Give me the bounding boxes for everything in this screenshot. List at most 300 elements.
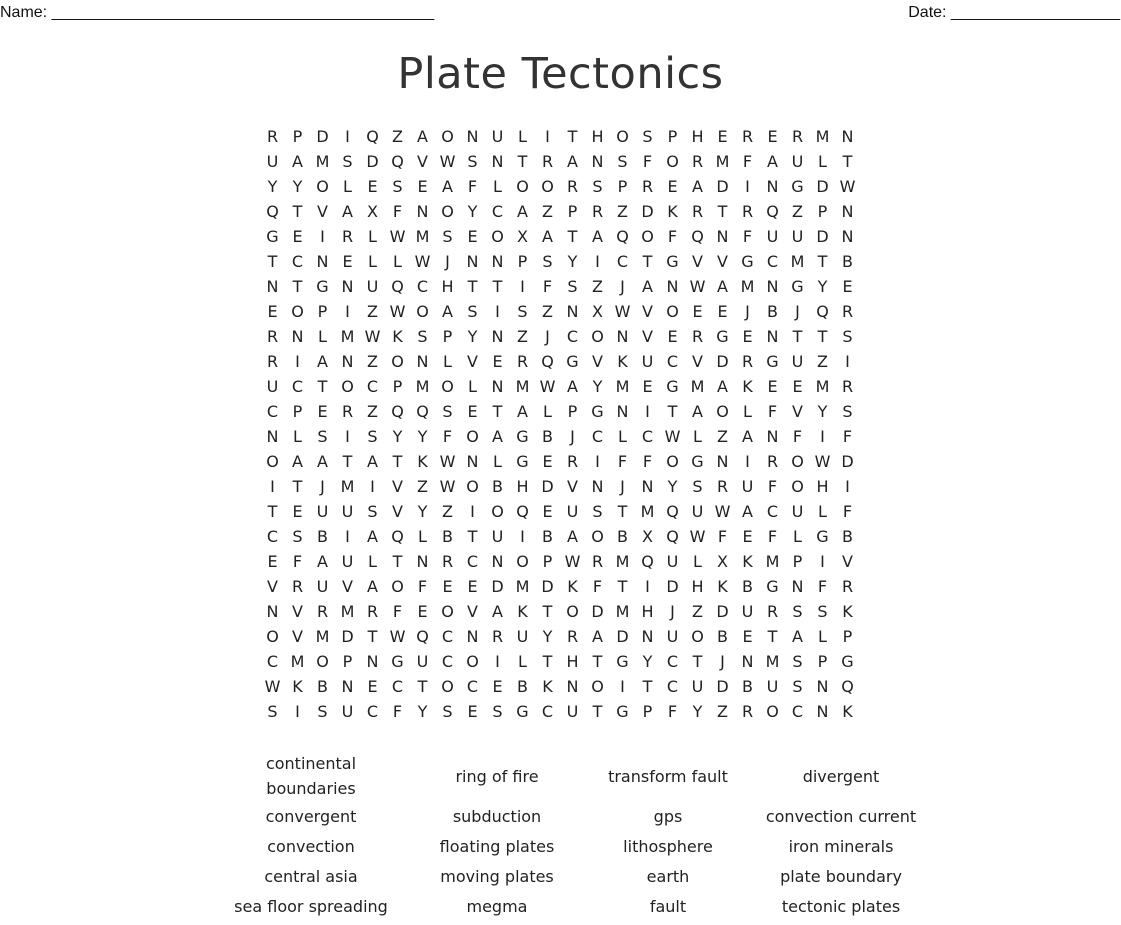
grid-letter: P [317,302,328,321]
grid-letter: U [666,552,679,571]
word-bank [218,751,917,921]
grid-letter: G [516,452,529,471]
grid-letter: Y [467,202,478,221]
grid-letter: M [515,577,530,596]
grid-letter: D [491,577,504,596]
grid-letter: O [266,452,279,471]
grid-letter: T [667,402,678,421]
grid-letter: C [291,377,304,396]
grid-letter: N [616,402,629,421]
grid-letter: D [716,677,729,696]
grid-letter: T [817,252,828,271]
grid-letter: V [317,202,328,221]
grid-letter: I [295,352,300,371]
grid-letter: F [742,227,753,246]
grid-letter: W [814,452,831,471]
grid-letter: W [664,427,681,446]
grid-letter: U [316,577,329,596]
grid-letter: P [792,552,803,571]
grid-letter: N [766,427,779,446]
grid-letter: K [417,452,428,471]
grid-letter: T [392,452,403,471]
grid-letter: J [545,327,550,346]
grid-letter: U [791,502,804,521]
word-bank-item: central asia [264,866,358,886]
grid-letter: W [389,227,406,246]
grid-letter: C [766,252,779,271]
grid-letter: N [366,652,379,671]
grid-letter: U [566,502,579,521]
grid-letter: P [292,127,303,146]
grid-letter: K [842,702,853,721]
grid-letter: M [340,477,355,496]
grid-letter: S [467,302,478,321]
word-bank-item: iron minerals [788,836,894,856]
grid-letter: A [517,402,528,421]
grid-letter: E [542,502,553,521]
grid-letter: N [266,602,279,621]
grid-letter: E [467,402,478,421]
grid-letter: E [467,702,478,721]
grid-letter: I [345,427,350,446]
grid-letter: O [616,127,629,146]
word-bank-item: tectonic plates [781,896,901,916]
grid-letter: T [417,677,428,696]
grid-letter: H [691,577,704,596]
grid-letter: T [617,502,628,521]
grid-letter: I [295,702,300,721]
grid-letter: O [541,177,554,196]
grid-letter: L [368,252,377,271]
grid-letter: C [416,277,429,296]
word-search-grid [260,124,860,724]
word-bank-item: divergent [802,766,880,786]
grid-letter: N [841,227,854,246]
grid-letter: D [641,202,654,221]
grid-letter: L [293,427,302,446]
grid-letter: D [666,577,679,596]
grid-letter: A [642,277,653,296]
grid-letter: P [542,552,553,571]
grid-letter: Z [617,202,628,221]
grid-letter: O [716,402,729,421]
grid-letter: C [766,502,779,521]
grid-letter: M [715,152,730,171]
grid-letter: H [591,127,604,146]
grid-letter: C [666,652,679,671]
grid-letter: P [817,202,828,221]
grid-letter: A [517,202,528,221]
grid-letter: W [389,302,406,321]
grid-letter: I [345,527,350,546]
grid-letter: S [292,527,303,546]
grid-letter: I [820,552,825,571]
grid-letter: O [791,477,804,496]
grid-letter: K [717,577,728,596]
grid-letter: Y [267,177,278,196]
grid-letter: L [818,152,827,171]
grid-letter: C [641,427,654,446]
grid-letter: N [841,127,854,146]
grid-letter: V [342,577,353,596]
grid-letter: L [543,402,552,421]
grid-letter: N [566,302,579,321]
grid-letter: S [617,152,628,171]
grid-letter: M [640,502,655,521]
grid-letter: J [720,652,725,671]
grid-letter: N [266,427,279,446]
grid-letter: D [716,352,729,371]
grid-letter: O [566,602,579,621]
grid-letter: R [441,552,454,571]
grid-letter: E [467,577,478,596]
grid-letter: T [492,402,503,421]
grid-letter: F [842,427,853,446]
grid-letter: C [666,352,679,371]
grid-letter: J [445,252,450,271]
grid-letter: S [367,427,378,446]
grid-letter: O [591,527,604,546]
grid-letter: E [717,302,728,321]
grid-letter: K [842,602,853,621]
grid-letter: E [767,127,778,146]
grid-letter: N [716,227,729,246]
grid-letter: I [645,577,650,596]
grid-letter: A [367,452,378,471]
word-bank-item: convection current [765,806,917,826]
grid-letter: O [441,377,454,396]
grid-letter: D [816,227,829,246]
word-bank-item: earth [646,866,690,886]
grid-letter: K [742,377,753,396]
grid-letter: P [567,402,578,421]
grid-letter: P [342,652,353,671]
grid-letter: R [766,452,779,471]
grid-letter: U [766,677,779,696]
grid-letter: E [667,327,678,346]
grid-letter: I [345,302,350,321]
grid-letter: C [541,702,554,721]
grid-letter: Y [417,502,428,521]
grid-letter: M [315,152,330,171]
grid-letter: W [414,252,431,271]
grid-letter: R [316,602,329,621]
grid-letter: F [842,502,853,521]
grid-letter: C [466,677,479,696]
grid-letter: A [542,227,553,246]
grid-letter: N [491,152,504,171]
grid-letter: U [741,602,754,621]
grid-letter: I [745,177,750,196]
grid-letter: U [266,152,279,171]
grid-letter: E [317,402,328,421]
grid-letter: O [791,452,804,471]
grid-letter: L [618,427,627,446]
grid-letter: U [316,502,329,521]
grid-letter: M [765,552,780,571]
grid-letter: E [367,677,378,696]
grid-letter: U [691,502,704,521]
grid-letter: Y [817,277,828,296]
grid-letter: S [792,652,803,671]
grid-letter: Z [792,202,803,221]
grid-letter: O [766,702,779,721]
grid-letter: D [716,177,729,196]
grid-letter: E [417,602,428,621]
grid-letter: A [442,302,453,321]
grid-letter: B [442,527,453,546]
grid-letter: V [642,302,653,321]
grid-letter: J [570,427,575,446]
grid-letter: O [266,627,279,646]
grid-letter: D [841,452,854,471]
grid-letter: A [292,452,303,471]
grid-letter: B [742,677,753,696]
grid-letter: I [470,502,475,521]
grid-letter: B [742,577,753,596]
grid-letter: M [765,652,780,671]
grid-letter: Y [817,402,828,421]
grid-letter: D [541,577,554,596]
grid-letter: O [666,452,679,471]
grid-letter: W [614,302,631,321]
grid-letter: E [467,227,478,246]
grid-letter: L [493,177,502,196]
grid-letter: L [468,377,477,396]
word-bank-item: megma [466,896,528,916]
grid-letter: U [791,152,804,171]
grid-letter: E [692,302,703,321]
grid-letter: N [816,677,829,696]
grid-letter: M [515,377,530,396]
grid-letter: V [692,352,703,371]
grid-letter: O [391,352,404,371]
grid-letter: P [442,327,453,346]
grid-letter: T [767,627,778,646]
grid-letter: L [818,627,827,646]
grid-letter: H [566,652,579,671]
grid-letter: O [441,602,454,621]
grid-letter: N [291,327,304,346]
grid-letter: R [741,202,754,221]
grid-letter: E [267,552,278,571]
grid-letter: Z [717,702,728,721]
grid-letter: E [417,177,428,196]
grid-letter: K [567,577,578,596]
grid-letter: O [666,152,679,171]
grid-letter: G [391,652,404,671]
grid-letter: S [467,152,478,171]
grid-letter: N [491,377,504,396]
grid-letter: S [592,177,603,196]
grid-letter: M [340,327,355,346]
grid-letter: P [642,702,653,721]
grid-letter: T [467,277,478,296]
grid-letter: N [316,252,329,271]
grid-letter: S [392,177,403,196]
grid-letter: B [767,302,778,321]
grid-letter: T [642,677,653,696]
grid-letter: O [316,177,329,196]
grid-letter: T [842,152,853,171]
grid-letter: Q [416,402,429,421]
grid-letter: J [620,477,625,496]
grid-letter: N [466,452,479,471]
grid-letter: F [542,277,553,296]
grid-letter: Z [367,302,378,321]
grid-letter: R [266,352,279,371]
grid-letter: R [716,477,729,496]
grid-letter: H [691,127,704,146]
grid-letter: H [641,602,654,621]
grid-letter: I [745,452,750,471]
grid-letter: R [766,602,779,621]
grid-letter: N [766,327,779,346]
grid-letter: A [567,377,578,396]
grid-letter: Y [417,702,428,721]
grid-letter: N [341,277,354,296]
grid-letter: R [841,302,854,321]
grid-letter: I [820,427,825,446]
grid-letter: C [791,702,804,721]
grid-letter: I [370,477,375,496]
grid-letter: N [491,252,504,271]
grid-letter: O [341,377,354,396]
grid-letter: T [717,202,728,221]
grid-letter: G [616,702,629,721]
grid-letter: H [441,277,454,296]
grid-letter: M [290,652,305,671]
grid-letter: A [792,627,803,646]
grid-letter: V [392,477,403,496]
grid-letter: C [391,677,404,696]
grid-letter: C [591,427,604,446]
grid-letter: Z [592,277,603,296]
grid-letter: N [716,452,729,471]
grid-letter: R [841,377,854,396]
grid-letter: O [591,677,604,696]
grid-letter: G [691,452,704,471]
grid-letter: Z [717,427,728,446]
grid-letter: I [620,677,625,696]
grid-letter: E [542,452,553,471]
grid-letter: Q [391,152,404,171]
grid-letter: G [716,327,729,346]
word-bank-item: convection [267,836,355,856]
grid-letter: N [416,552,429,571]
grid-letter: U [791,352,804,371]
grid-letter: B [842,252,853,271]
grid-letter: Q [391,527,404,546]
grid-letter: I [645,402,650,421]
grid-letter: N [466,627,479,646]
grid-letter: M [815,377,830,396]
grid-letter: O [641,227,654,246]
grid-letter: R [691,327,704,346]
grid-letter: F [467,177,478,196]
grid-letter: T [292,277,303,296]
grid-letter: T [267,252,278,271]
grid-letter: T [292,477,303,496]
grid-letter: S [442,702,453,721]
grid-letter: N [466,127,479,146]
grid-letter: A [442,177,453,196]
grid-letter: S [792,677,803,696]
grid-letter: Q [766,202,779,221]
grid-letter: F [767,477,778,496]
grid-letter: E [292,502,303,521]
grid-letter: M [740,277,755,296]
grid-letter: C [266,402,279,421]
grid-letter: R [741,352,754,371]
grid-letter: E [267,302,278,321]
grid-letter: Y [542,627,553,646]
grid-letter: S [842,327,853,346]
grid-letter: U [266,377,279,396]
grid-letter: R [841,577,854,596]
grid-letter: S [592,502,603,521]
grid-letter: F [817,577,828,596]
grid-letter: R [341,402,354,421]
grid-letter: T [692,652,703,671]
grid-letter: N [666,277,679,296]
grid-letter: W [439,452,456,471]
word-bank-item: continental boundaries [265,754,357,798]
grid-letter: W [564,552,581,571]
grid-letter: N [341,352,354,371]
grid-letter: C [616,252,629,271]
grid-letter: F [792,427,803,446]
grid-letter: U [341,702,354,721]
grid-letter: F [667,702,678,721]
grid-letter: L [418,527,427,546]
grid-letter: D [341,627,354,646]
grid-letter: P [817,652,828,671]
grid-letter: F [292,552,303,571]
grid-letter: T [642,252,653,271]
grid-letter: D [366,152,379,171]
grid-letter: L [368,552,377,571]
grid-letter: Q [391,402,404,421]
grid-letter: A [692,402,703,421]
grid-letter: N [591,477,604,496]
grid-letter: Y [567,252,578,271]
grid-letter: L [818,502,827,521]
grid-letter: U [791,227,804,246]
grid-letter: A [417,127,428,146]
grid-letter: O [691,627,704,646]
grid-letter: J [795,302,800,321]
grid-letter: A [717,377,728,396]
word-bank-item: subduction [452,806,542,826]
grid-letter: C [566,327,579,346]
grid-letter: D [616,627,629,646]
grid-letter: T [567,127,578,146]
grid-letter: M [690,377,705,396]
grid-letter: A [342,202,353,221]
grid-letter: A [567,527,578,546]
grid-letter: Z [367,402,378,421]
word-bank-item: gps [653,806,683,826]
grid-letter: V [417,152,428,171]
grid-letter: B [542,527,553,546]
grid-letter: E [642,377,653,396]
grid-letter: U [641,352,654,371]
grid-letter: B [317,527,328,546]
grid-letter: Q [516,502,529,521]
grid-letter: F [667,227,678,246]
grid-letter: U [366,277,379,296]
